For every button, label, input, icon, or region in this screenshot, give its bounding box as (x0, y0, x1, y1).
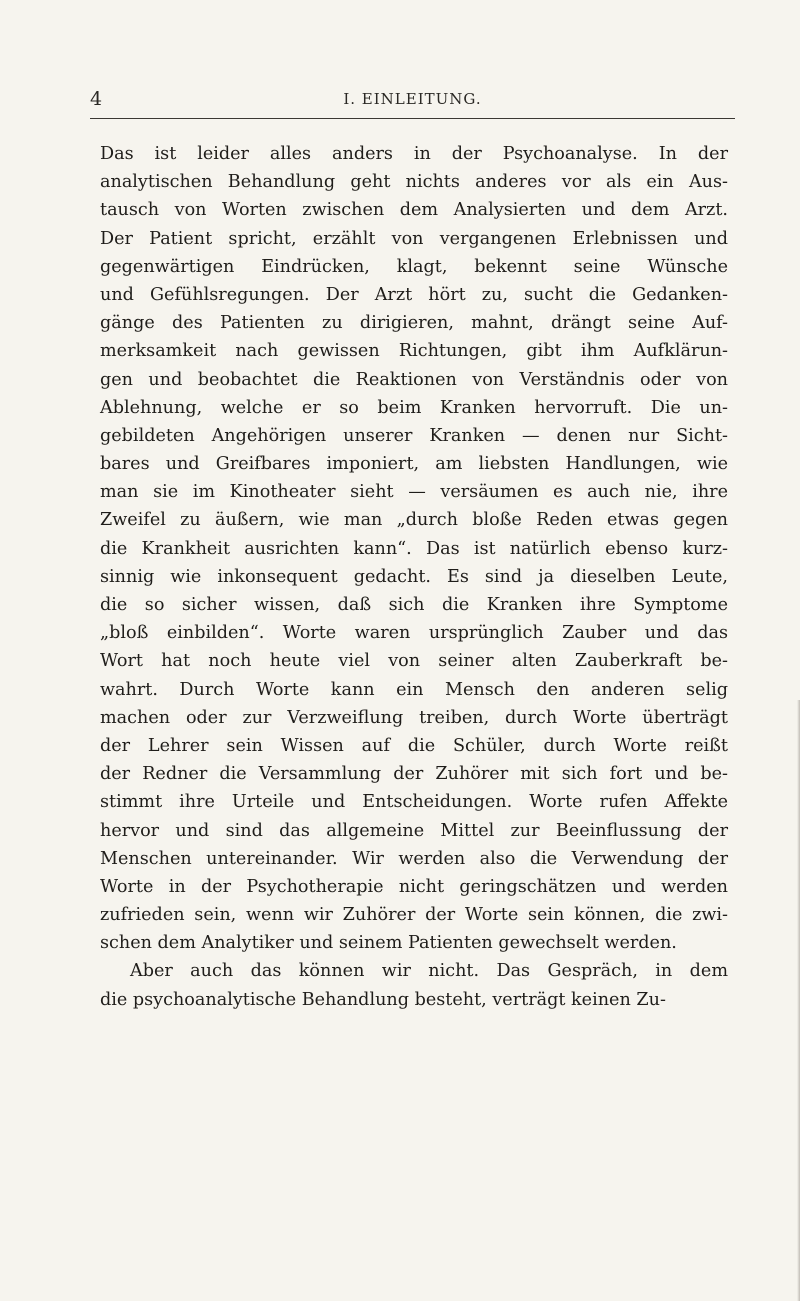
text-line: analytischen Behandlung geht nichts anderes vor als ein Aus- (100, 172, 728, 193)
text-line: bares und Greifbares imponiert, am liebsten Handlungen, wie (100, 454, 728, 475)
text-line: Worte in der Psychotherapie nicht geringschätzen und werden (100, 876, 728, 897)
text-line: Ablehnung, welche er so beim Kranken hervorruft. Die un- (100, 397, 728, 418)
text-line: gegenwärtigen Eindrücken, klagt, bekennt seine Wünsche (100, 256, 728, 277)
running-head: I. EINLEITUNG. (343, 90, 482, 108)
text-line: tausch von Worten zwischen dem Analysierten und dem Arzt. (100, 200, 728, 221)
text-line: gänge des Patienten zu dirigieren, mahnt, drängt seine Auf- (100, 313, 728, 334)
text-line: schen dem Analytiker und seinem Patienten gewechselt werden. (100, 933, 677, 954)
text-line: hervor und sind das allgemeine Mittel zur Beeinflussung der (100, 820, 728, 841)
text-line: merksamkeit nach gewissen Richtungen, gibt ihm Aufklärun- (100, 341, 728, 362)
text-line: zufrieden sein, wenn wir Zuhörer der Worte sein können, die zwi- (100, 905, 728, 926)
text-line: gebildeten Angehörigen unserer Kranken — denen nur Sicht- (100, 425, 728, 446)
text-line: Das ist leider alles anders in der Psychoanalyse. In der (100, 144, 728, 164)
text-line: Der Patient spricht, erzählt von vergangenen Erlebnissen und (100, 228, 728, 249)
page-number: 4 (90, 88, 103, 110)
text-line: Aber auch das können wir nicht. Das Gespräch, in dem (130, 961, 728, 982)
text-line: „bloß einbilden“. Worte waren ursprünglich Zauber und das (100, 623, 728, 644)
text-line: Wort hat noch heute viel von seiner alten Zauberkraft be- (100, 651, 728, 672)
page-header (90, 84, 735, 119)
text-line: Zweifel zu äußern, wie man „durch bloße Reden etwas gegen (100, 510, 728, 531)
text-line: und Gefühlsregungen. Der Arzt hört zu, sucht die Gedanken- (100, 284, 728, 305)
text-line: der Redner die Versammlung der Zuhörer mit sich fort und be- (100, 764, 728, 785)
text-line: Menschen untereinander. Wir werden also die Verwendung der (100, 848, 728, 869)
body-text (100, 140, 728, 1014)
text-line: der Lehrer sein Wissen auf die Schüler, durch Worte reißt (100, 735, 728, 756)
text-line: sinnig wie inkonsequent gedacht. Es sind ja dieselben Leute, (100, 566, 728, 587)
text-line: wahrt. Durch Worte kann ein Mensch den anderen selig (100, 679, 728, 700)
text-line: stimmt ihre Urteile und Entscheidungen. Worte rufen Affekte (100, 792, 728, 813)
text-line: gen und beobachtet die Reaktionen von Verständnis oder von (100, 369, 728, 390)
text-line: die Krankheit ausrichten kann“. Das ist natürlich ebenso kurz- (100, 538, 728, 559)
text-line: man sie im Kinotheater sieht — versäumen es auch nie, ihre (100, 482, 728, 503)
text-line: die psychoanalytische Behandlung besteht, verträgt keinen Zu- (100, 989, 666, 1010)
text-line: machen oder zur Verzweiflung treiben, durch Worte überträgt (100, 707, 728, 728)
text-line: die so sicher wissen, daß sich die Kranken ihre Symptome (100, 595, 728, 615)
